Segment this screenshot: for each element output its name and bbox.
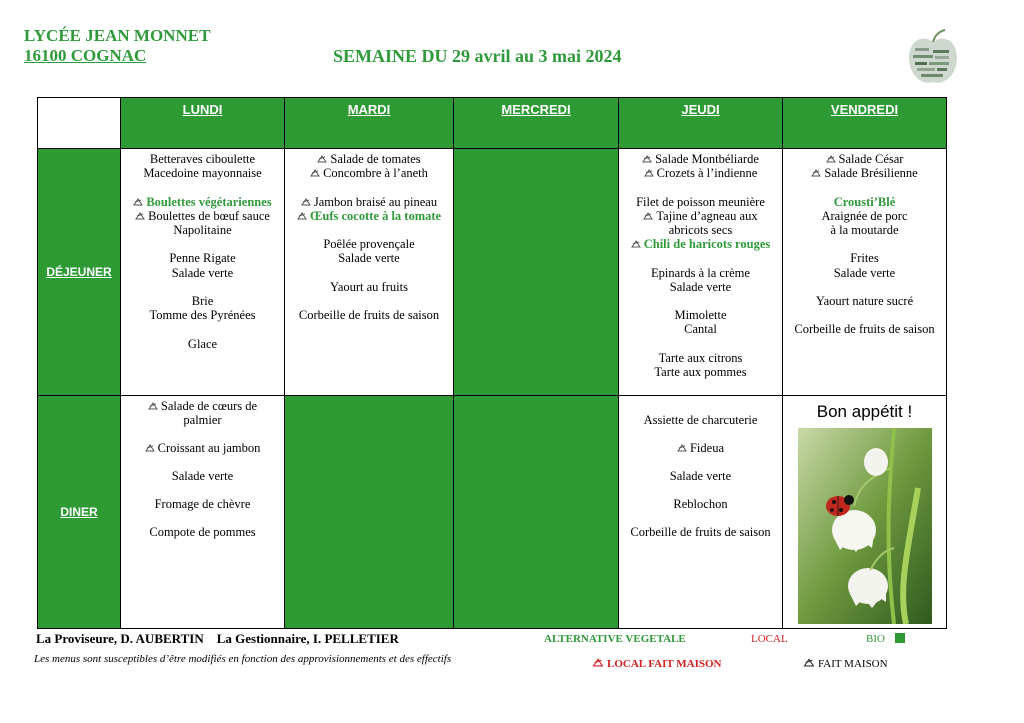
lunch-vendredi: [783, 149, 947, 396]
menu-item: [121, 166, 284, 180]
menu-spacer: [285, 223, 453, 237]
menu-item: [121, 152, 284, 166]
menu-item: [783, 195, 946, 209]
menu-item-text: Salade César: [838, 152, 904, 166]
menu-item-text: Macedoine mayonnaise: [143, 166, 262, 181]
lunch-label: DÉJEUNER: [38, 149, 121, 396]
day-header-lundi: LUNDI: [121, 98, 285, 149]
menu-spacer: [619, 251, 782, 265]
menu-item: [121, 195, 284, 209]
menu-item: [783, 322, 946, 336]
menu-item-text: Salade verte: [833, 265, 896, 280]
day-header-vendredi: VENDREDI: [783, 98, 947, 149]
menu-item: [121, 223, 284, 237]
dinner-jeudi: [619, 396, 783, 629]
menu-item: [121, 399, 284, 413]
menu-item: [619, 152, 782, 166]
menu-spacer: [783, 280, 946, 294]
fait-maison-icon: [826, 154, 836, 163]
fait-maison-icon: [317, 154, 327, 163]
menu-item: [783, 152, 946, 166]
menu-item-text: Tarte aux pommes: [654, 364, 747, 379]
menu-item-text: Betteraves ciboulette: [149, 152, 256, 166]
menu-item: [285, 308, 453, 322]
lunch-lundi: [121, 149, 285, 396]
menu-item: [619, 351, 782, 365]
menu-item: [121, 266, 284, 280]
menu-item: [121, 337, 284, 351]
fait-maison-icon: [145, 443, 155, 452]
menu-item-text: Frites: [850, 251, 879, 266]
menu-item: [619, 308, 782, 322]
day-header-jeudi: JEUDI: [619, 98, 783, 149]
fait-maison-icon: [643, 211, 653, 220]
day-header-mardi: MARDI: [285, 98, 454, 149]
menu-spacer: [121, 483, 284, 497]
legend-fait-maison: [803, 657, 888, 670]
menu-item-text: Reblochon: [673, 497, 728, 511]
menu-item: [285, 166, 453, 180]
menu-item: [121, 497, 284, 511]
menu-item: [783, 251, 946, 265]
menu-item: [619, 223, 782, 237]
menu-item-text: à la moutarde: [830, 223, 899, 237]
menu-item: [121, 209, 284, 223]
menu-item: [619, 166, 782, 180]
menu-item: [619, 525, 782, 539]
bon-appetit-text: Bon appétit !: [816, 402, 913, 421]
menu-item-text: Tajine d’agneau aux: [656, 208, 758, 223]
legend-local: LOCAL: [751, 633, 788, 645]
menu-item-text: Salade verte: [171, 265, 234, 280]
menu-item-text: Salade de cœurs de: [160, 399, 258, 413]
menu-item: [619, 209, 782, 223]
menu-item-text: Tomme des Pyrénées: [149, 308, 256, 323]
menu-item: [121, 441, 284, 455]
menu-item: [121, 469, 284, 483]
menu-item-text: Salade Montbéliarde: [655, 152, 759, 166]
legend-local-fait-maison-label: LOCAL FAIT MAISON: [607, 658, 722, 670]
fait-maison-icon: [644, 168, 654, 177]
menu-item-text: Œufs cocotte à la tomate: [309, 208, 442, 223]
menu-item-text: Crousti’Blé: [833, 194, 896, 209]
menu-item-text: Filet de poisson meunière: [636, 194, 765, 209]
menu-spacer: [619, 483, 782, 497]
menu-item-text: Boulettes végétariennes: [146, 194, 272, 209]
fait-maison-icon: [677, 443, 687, 452]
menu-spacer: [619, 180, 782, 194]
menu-spacer: [783, 308, 946, 322]
lunch-row: [38, 149, 947, 396]
legend-bio-label: BIO: [866, 633, 885, 645]
legend-local-fait-maison: [592, 657, 722, 670]
menu-spacer: [619, 511, 782, 525]
school-name: LYCÉE JEAN MONNET: [24, 26, 211, 45]
menu-spacer: [619, 337, 782, 351]
school-header: [24, 26, 210, 66]
fait-maison-icon: [301, 197, 311, 206]
menu-item-text: abricots secs: [668, 223, 733, 237]
menu-item-text: Salade Brésilienne: [824, 166, 918, 181]
menu-item-text: Salade verte: [171, 469, 234, 483]
dinner-lundi: [121, 396, 285, 629]
fait-maison-icon: [310, 168, 320, 177]
menu-spacer: [619, 427, 782, 441]
lunch-mercredi: [454, 149, 619, 396]
fait-maison-icon: [811, 168, 821, 177]
dinner-row: [38, 396, 947, 629]
menu-spacer: [619, 294, 782, 308]
menu-item-text: Fromage de chèvre: [154, 497, 251, 511]
corner-cell: [38, 98, 121, 149]
menu-item-text: Boulettes de bœuf sauce: [148, 208, 270, 223]
menu-item: [619, 322, 782, 336]
fait-maison-icon: [631, 239, 641, 248]
menu-item-text: Penne Rigate: [169, 251, 236, 266]
menu-item: [285, 280, 453, 294]
menu-item: [783, 294, 946, 308]
signatures: La Proviseure, D. AUBERTIN La Gestionnaire, I. PELLETIER: [36, 631, 399, 646]
menu-item: [783, 209, 946, 223]
menu-item-text: Compote de pommes: [149, 525, 256, 539]
menu-spacer: [121, 280, 284, 294]
menu-spacer: [121, 427, 284, 441]
menu-item-text: Fideua: [689, 441, 725, 455]
school-city: 16100 COGNAC: [24, 46, 147, 65]
menu-item-text: Araignée de porc: [821, 208, 908, 223]
menu-item-text: Epinards à la crème: [651, 265, 750, 280]
dinner-mardi: [285, 396, 454, 629]
menu-item-text: Napolitaine: [173, 223, 232, 237]
menu-item: [121, 525, 284, 539]
menu-item: [285, 195, 453, 209]
menu-item: [619, 195, 782, 209]
menu-item-text: Yaourt au fruits: [330, 279, 408, 294]
fait-maison-icon: [803, 657, 815, 667]
menu-item-text: Yaourt nature sucré: [815, 293, 914, 308]
dinner-label: DINER: [38, 396, 121, 629]
menu-item: [285, 251, 453, 265]
menu-item: [783, 266, 946, 280]
fait-maison-icon: [148, 401, 158, 410]
menu-item-text: Cantal: [684, 322, 717, 337]
menu-item-text: Poêlée provençale: [323, 237, 415, 252]
menu-spacer: [121, 511, 284, 525]
menu-item-text: Crozets à l’indienne: [656, 166, 758, 181]
menu-spacer: [121, 322, 284, 336]
menu-item-text: Jambon braisé au pineau: [313, 194, 438, 209]
menu-spacer: [121, 180, 284, 194]
menu-spacer: [285, 266, 453, 280]
menu-item: [619, 237, 782, 251]
menu-item-text: Chili de haricots rouges: [643, 237, 771, 252]
week-title: SEMAINE DU 29 avril au 3 mai 2024: [333, 46, 622, 66]
menu-spacer: [285, 180, 453, 194]
menu-item-text: Concombre à l’aneth: [323, 166, 428, 181]
legend-alternative-vegetale: ALTERNATIVE VEGETALE: [544, 633, 686, 645]
legend-fait-maison-label: FAIT MAISON: [818, 658, 888, 670]
menu-item: [619, 413, 782, 427]
menu-item: [619, 280, 782, 294]
menu-item-text: Corbeille de fruits de saison: [794, 322, 935, 337]
menu-item: [285, 152, 453, 166]
menu-item: [121, 413, 284, 427]
menu-item-text: Tarte aux citrons: [658, 350, 743, 365]
menu-item: [783, 166, 946, 180]
menu-item-text: palmier: [183, 413, 222, 427]
apple-logo-icon: [905, 28, 961, 88]
dinner-mercredi: [454, 396, 619, 629]
menu-item: [121, 251, 284, 265]
menu-disclaimer: Les menus sont susceptibles d’être modifiés en fonction des approvisionnements et des effectifs: [34, 653, 452, 665]
menu-item: [619, 441, 782, 455]
menu-spacer: [783, 180, 946, 194]
dinner-vendredi: [783, 396, 947, 629]
menu-item-text: Corbeille de fruits de saison: [298, 308, 440, 323]
menu-item-text: Corbeille de fruits de saison: [630, 525, 771, 539]
menu-spacer: [285, 294, 453, 308]
menu-item-text: Glace: [187, 336, 218, 351]
menu-spacer: [121, 455, 284, 469]
menu-item-text: Salade de tomates: [330, 152, 421, 166]
menu-item-text: Assiette de charcuterie: [643, 413, 758, 427]
menu-item-text: Croissant au jambon: [157, 441, 261, 455]
fait-maison-icon: [297, 211, 307, 220]
menu-spacer: [121, 237, 284, 251]
fait-maison-icon: [133, 197, 143, 206]
bio-leaf-icon: [895, 633, 905, 643]
ladybug-lily-of-the-valley-image: [798, 428, 932, 624]
legend-bio: [866, 633, 905, 645]
day-header-mercredi: MERCREDI: [454, 98, 619, 149]
menu-item: [285, 209, 453, 223]
lunch-mardi: [285, 149, 454, 396]
menu-spacer: [619, 399, 782, 413]
menu-item-text: Mimolette: [674, 308, 727, 323]
lunch-jeudi: [619, 149, 783, 396]
menu-spacer: [619, 455, 782, 469]
menu-item: [619, 266, 782, 280]
menu-table: [37, 97, 947, 629]
menu-item: [619, 469, 782, 483]
menu-item: [285, 237, 453, 251]
fait-maison-icon: [642, 154, 652, 163]
menu-item: [619, 365, 782, 379]
menu-item: [121, 308, 284, 322]
menu-item-text: Salade verte: [338, 251, 400, 266]
menu-spacer: [783, 237, 946, 251]
local-fait-maison-icon: [592, 657, 604, 667]
day-header-row: [38, 98, 947, 149]
menu-item-text: Brie: [191, 293, 214, 308]
fait-maison-icon: [135, 211, 145, 220]
menu-item: [619, 497, 782, 511]
menu-item: [121, 294, 284, 308]
menu-item-text: Salade verte: [669, 469, 732, 483]
menu-item: [783, 223, 946, 237]
menu-item-text: Salade verte: [669, 279, 732, 294]
